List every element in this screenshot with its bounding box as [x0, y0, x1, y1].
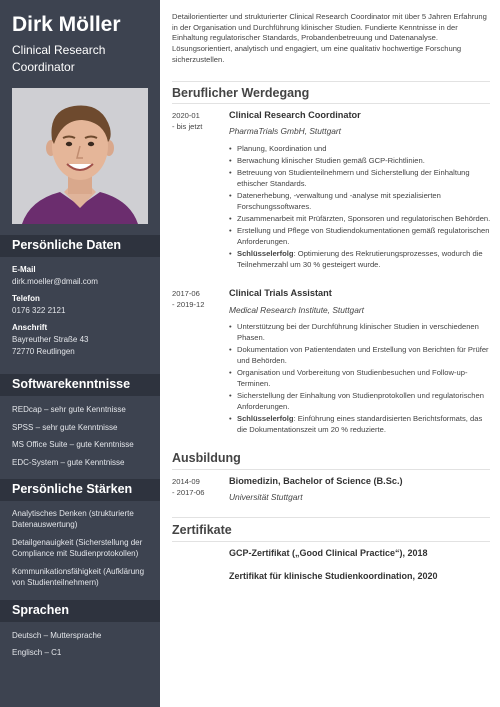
personal-data-header	[0, 235, 160, 257]
strength-item: Analytisches Denken (strukturierte Datenauswertung)	[12, 509, 134, 529]
education-date-end: - 2017-06	[172, 488, 205, 497]
language-item: Deutsch – Muttersprache	[12, 631, 102, 640]
list-item	[229, 248, 491, 270]
software-skill-item: EDC-System – gute Kenntnisse	[12, 458, 125, 467]
education-school: Universität Stuttgart	[229, 492, 303, 502]
experience-heading: Beruflicher Werdegang	[172, 86, 310, 100]
job-date-end: - 2019-12	[172, 300, 205, 309]
list-item: • Planung, Koordination und	[229, 143, 491, 154]
certificate-item: Zertifikat für klinische Studienkoordination, 2020	[229, 571, 438, 581]
address-label: Anschrift	[12, 323, 48, 332]
job-title-heading: Clinical Trials Assistant	[229, 288, 332, 298]
divider	[172, 469, 490, 470]
software-skill-item: REDcap – sehr gute Kenntnisse	[12, 405, 126, 414]
list-item	[229, 413, 491, 435]
email-value[interactable]: dirk.moeller@dmail.com	[12, 277, 98, 286]
phone-value[interactable]: 0176 322 2121	[12, 306, 66, 315]
portrait-image	[12, 88, 148, 224]
key-success-text: : Optimierung des Rekrutierungsprozesses, wodurch die Teilnehmerzahl um 30 % gesteigert wurde.	[237, 249, 483, 269]
strength-item: Detailgenauigkeit (Sicherstellung der Compliance mit Studienprotokollen)	[12, 538, 143, 558]
address-line-2: 72770 Reutlingen	[12, 347, 75, 356]
sidebar	[0, 0, 160, 707]
divider	[172, 103, 490, 104]
software-skill-item: MS Office Suite – gute Kenntnisse	[12, 440, 134, 449]
profile-summary: Detailorientierter und strukturierter Clinical Research Coordinator mit über 5 Jahren Erfahrung in der Organisation und Durchführung klinischer Studien. Fundierte Kenntnisse in der Einhaltung regulatorischer Standards, Probandenbetreuung und Datenanalyse. Lösungsorientiert, analytisch und engagiert, um eine qualitativ hochwertige Forschung sicherzustellen.	[172, 12, 487, 64]
certificate-item: GCP-Zertifikat („Good Clinical Practice“), 2018	[229, 548, 428, 558]
personal-data-heading: Persönliche Daten	[12, 238, 122, 252]
software-skills-header	[0, 374, 160, 396]
divider	[172, 81, 490, 82]
list-item: • Organisation und Vorbereitung von Studienbesuchen und Follow-up-Terminen.	[229, 367, 491, 389]
applicant-name: Dirk Möller	[12, 13, 121, 36]
job-title: Clinical Research Coordinator	[12, 43, 106, 74]
job-date-start: 2020-01	[172, 111, 200, 120]
phone-label: Telefon	[12, 294, 40, 303]
languages-heading: Sprachen	[12, 603, 69, 617]
profile-photo	[12, 88, 148, 224]
list-item: • Betreuung von Studienteilnehmern und Sicherstellung der Einhaltung ethischer Standards.	[229, 167, 491, 189]
strengths-heading: Persönliche Stärken	[12, 482, 133, 496]
job-title-heading: Clinical Research Coordinator	[229, 110, 361, 120]
education-date-start: 2014-09	[172, 477, 200, 486]
email-label: E-Mail	[12, 265, 36, 274]
software-skills-heading: Softwarekenntnisse	[12, 377, 131, 391]
certificates-heading: Zertifikate	[172, 523, 232, 537]
strength-item: Kommunikationsfähigkeit (Aufklärung von Studienteilnehmern)	[12, 567, 145, 587]
list-item: • Dokumentation von Patientendaten und Erstellung von Berichten für Prüfer und Behörden.	[229, 344, 491, 366]
list-item: • Erstellung und Pflege von Studiendokumentationen gemäß regulatorischen Anforderungen.	[229, 225, 491, 247]
key-success-label: Schlüsselerfolg	[237, 414, 294, 423]
list-item: • Datenerhebung, -verwaltung und -analyse mit spezialisierten Forschungssoftwares.	[229, 190, 491, 212]
job-date-start: 2017-06	[172, 289, 200, 298]
job-company: Medical Research Institute, Stuttgart	[229, 305, 364, 315]
list-item: • Zusammenarbeit mit Prüfärzten, Sponsoren und regulatorischen Behörden.	[229, 213, 491, 224]
job-date-end: - bis jetzt	[172, 122, 203, 131]
job-bullet-list	[229, 321, 491, 436]
education-heading: Ausbildung	[172, 451, 241, 465]
list-item: • Sicherstellung der Einhaltung von Studienprotokollen und regulatorischen Anforderungen.	[229, 390, 491, 412]
list-item: • Berwachung klinischer Studien gemäß GCP-Richtlinien.	[229, 155, 491, 166]
divider	[172, 517, 490, 518]
languages-header	[0, 600, 160, 622]
software-skill-item: SPSS – sehr gute Kenntnisse	[12, 423, 118, 432]
address-line-1: Bayreuther Straße 43	[12, 335, 89, 344]
divider	[172, 541, 490, 542]
list-item: • Unterstützung bei der Durchführung klinischer Studien in verschiedenen Phasen.	[229, 321, 491, 343]
key-success-label: Schlüsselerfolg	[237, 249, 294, 258]
job-company: PharmaTrials GmbH, Stuttgart	[229, 126, 342, 136]
education-degree: Biomedizin, Bachelor of Science (B.Sc.)	[229, 476, 403, 486]
language-item: Englisch – C1	[12, 648, 62, 657]
strengths-header	[0, 479, 160, 501]
job-bullet-list	[229, 143, 491, 271]
key-success-text: : Einführung eines standardisierten Berichtsformats, das die Dokumentationszeit um 20 % reduzierte.	[237, 414, 483, 434]
